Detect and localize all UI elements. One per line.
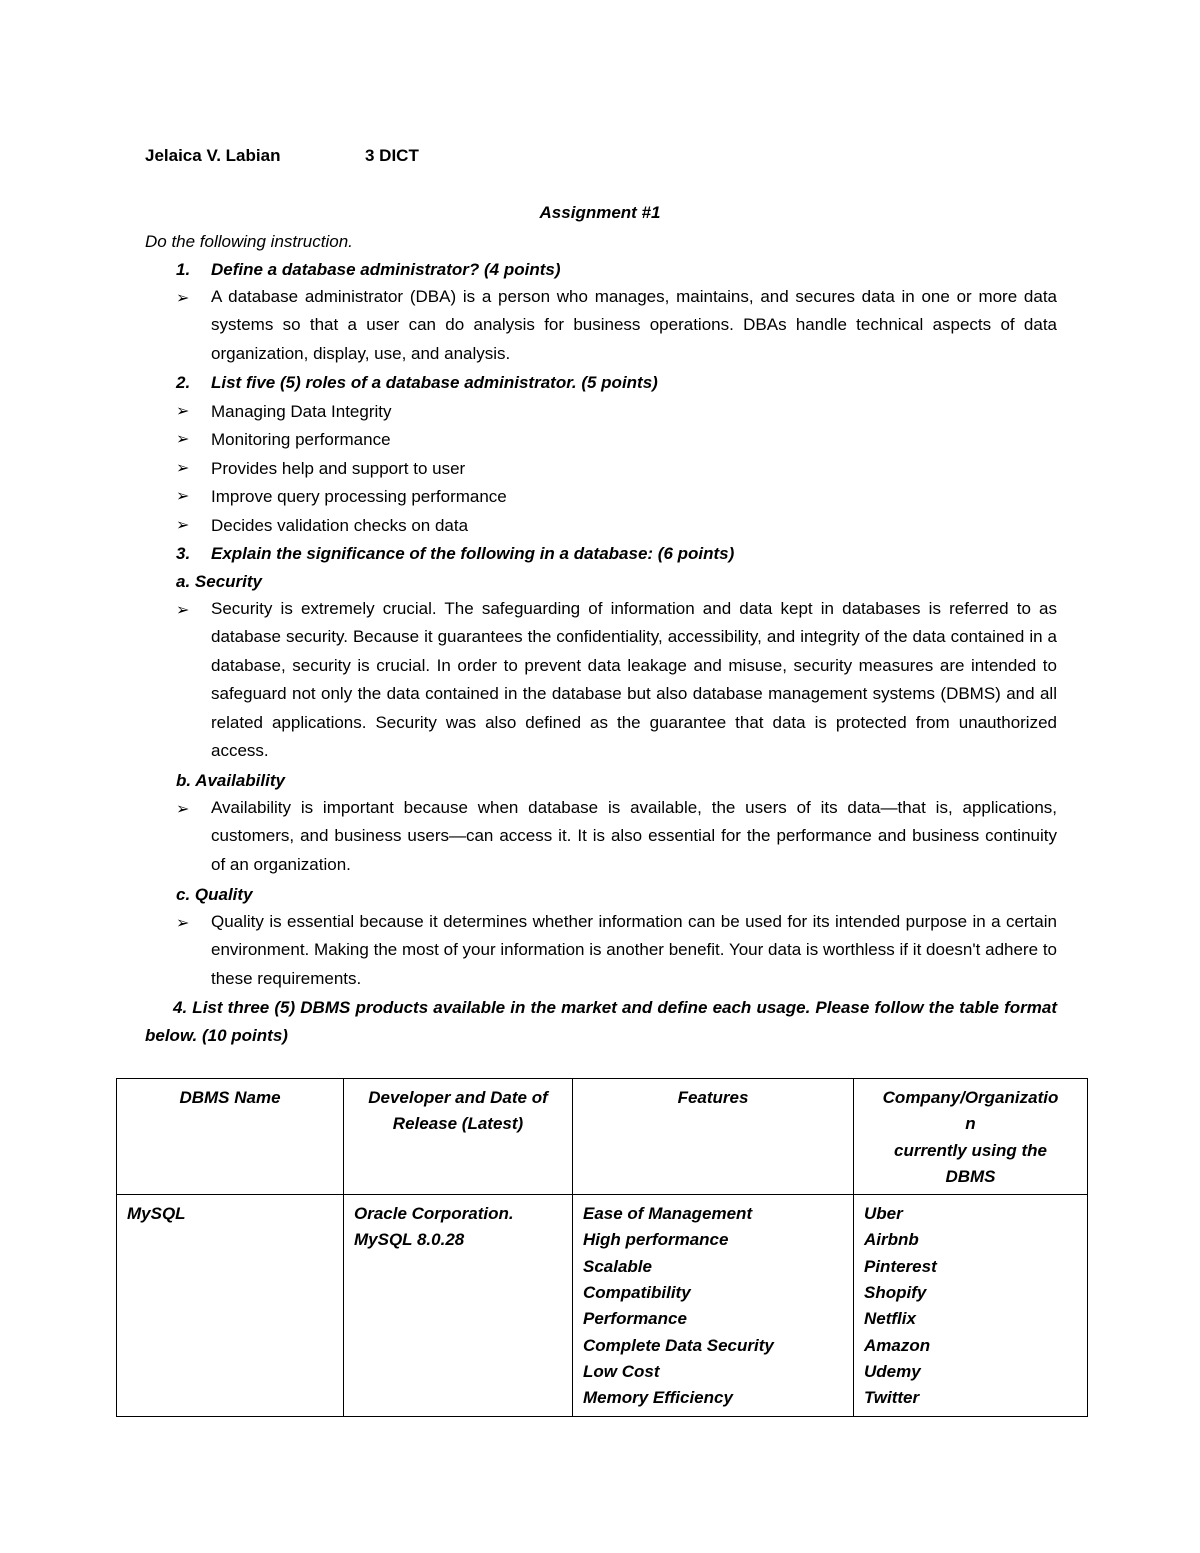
header-company-line: currently using the xyxy=(893,1140,1048,1160)
assignment-title: Assignment #1 xyxy=(539,203,661,222)
q3-c-label: c. Quality xyxy=(176,885,253,904)
feature-item: Compatibility xyxy=(583,1283,691,1303)
header-company-line: Company/Organizatio xyxy=(882,1088,1059,1107)
feature-item: Complete Data Security xyxy=(583,1335,774,1355)
header-dbms-name: DBMS Name xyxy=(117,1079,344,1195)
developer-line: Oracle Corporation. xyxy=(354,1204,514,1224)
feature-item: Scalable xyxy=(583,1256,652,1276)
header-company xyxy=(854,1079,1088,1195)
company-item: Uber xyxy=(864,1204,903,1224)
arrow-bullet-icon: ➢ xyxy=(176,431,190,448)
cell-companies xyxy=(854,1195,1088,1416)
company-item: Udemy xyxy=(864,1361,921,1381)
q2-question: List five (5) roles of a database administrator. (5 points) xyxy=(211,373,658,392)
arrow-bullet-icon: ➢ xyxy=(176,915,190,932)
student-class: 3 DICT xyxy=(365,146,419,165)
header-features: Features xyxy=(573,1079,854,1195)
arrow-bullet-icon: ➢ xyxy=(176,488,190,505)
header-company-line: n xyxy=(965,1114,976,1134)
feature-item: Memory Efficiency xyxy=(583,1388,733,1408)
feature-item: Performance xyxy=(583,1309,687,1329)
header-developer: Developer and Date of Release (Latest) xyxy=(344,1079,573,1195)
arrow-bullet-icon: ➢ xyxy=(176,602,190,619)
company-item: Shopify xyxy=(864,1283,927,1303)
list-item: Managing Data Integrity xyxy=(211,402,392,421)
q3-a-label: a. Security xyxy=(176,572,262,591)
cell-developer xyxy=(344,1195,573,1416)
arrow-bullet-icon: ➢ xyxy=(176,290,190,307)
cell-dbms-name: MySQL xyxy=(117,1195,344,1416)
q1-number: 1. xyxy=(176,260,191,279)
header-company-line: DBMS xyxy=(945,1166,996,1186)
company-item: Pinterest xyxy=(864,1256,937,1276)
table-row xyxy=(117,1195,1088,1416)
arrow-bullet-icon: ➢ xyxy=(176,460,190,477)
list-item: Decides validation checks on data xyxy=(211,516,469,535)
q4-question: 4. List three (5) DBMS products available in the market and define each usage. Please follow the table format below. (10 points) xyxy=(145,998,1057,1046)
q3-a-answer: Security is extremely crucial. The safeguarding of information and data kept in databases is referred to as database security. Because it guarantees the confidentiality, accessibility, and integrity of the data contained in a database, security is crucial. In order to prevent data leakage and misuse, security measures are intended to safeguard not only the data contained in the database but also database management systems (DBMS) and all related applications. Security was also defined as the guarantee that data is protected from unauthorized access. xyxy=(211,599,1057,761)
instruction-text: Do the following instruction. xyxy=(145,232,353,251)
q3-c-answer: Quality is essential because it determines whether information can be used for its intended purpose in a certain environment. Making the most of your information is another benefit. Your data is worthless if it doesn't adhere to these requirements. xyxy=(211,912,1057,988)
developer-line: MySQL 8.0.28 xyxy=(354,1230,465,1250)
company-item: Twitter xyxy=(864,1388,920,1408)
cell-features xyxy=(573,1195,854,1416)
arrow-bullet-icon: ➢ xyxy=(176,517,190,534)
q2-number: 2. xyxy=(176,373,191,392)
table-header-row xyxy=(117,1079,1088,1195)
q1-question: Define a database administrator? (4 points) xyxy=(211,260,561,279)
list-item: Improve query processing performance xyxy=(211,487,507,506)
company-item: Airbnb xyxy=(864,1230,919,1250)
q1-answer: A database administrator (DBA) is a person who manages, maintains, and secures data in one or more data systems so that a user can do analysis for business operations. DBAs handle technical aspects of data organization, display, use, and analysis. xyxy=(211,287,1057,363)
q3-b-answer: Availability is important because when database is available, the users of its data—that is, applications, customers, and business users—can access it. It is also essential for the performance and business continuity of an organization. xyxy=(211,798,1057,874)
feature-item: High performance xyxy=(583,1230,729,1250)
list-item: Provides help and support to user xyxy=(211,459,466,478)
dbms-table xyxy=(116,1078,1088,1417)
feature-item: Ease of Management xyxy=(583,1204,753,1224)
q3-question: Explain the significance of the following in a database: (6 points) xyxy=(211,544,735,563)
q3-number: 3. xyxy=(176,544,191,563)
list-item: Monitoring performance xyxy=(211,430,391,449)
student-name: Jelaica V. Labian xyxy=(145,146,281,165)
q3-b-label: b. Availability xyxy=(176,771,285,790)
feature-item: Low Cost xyxy=(583,1361,660,1381)
arrow-bullet-icon: ➢ xyxy=(176,801,190,818)
company-item: Amazon xyxy=(864,1335,931,1355)
company-item: Netflix xyxy=(864,1309,916,1329)
arrow-bullet-icon: ➢ xyxy=(176,403,190,420)
